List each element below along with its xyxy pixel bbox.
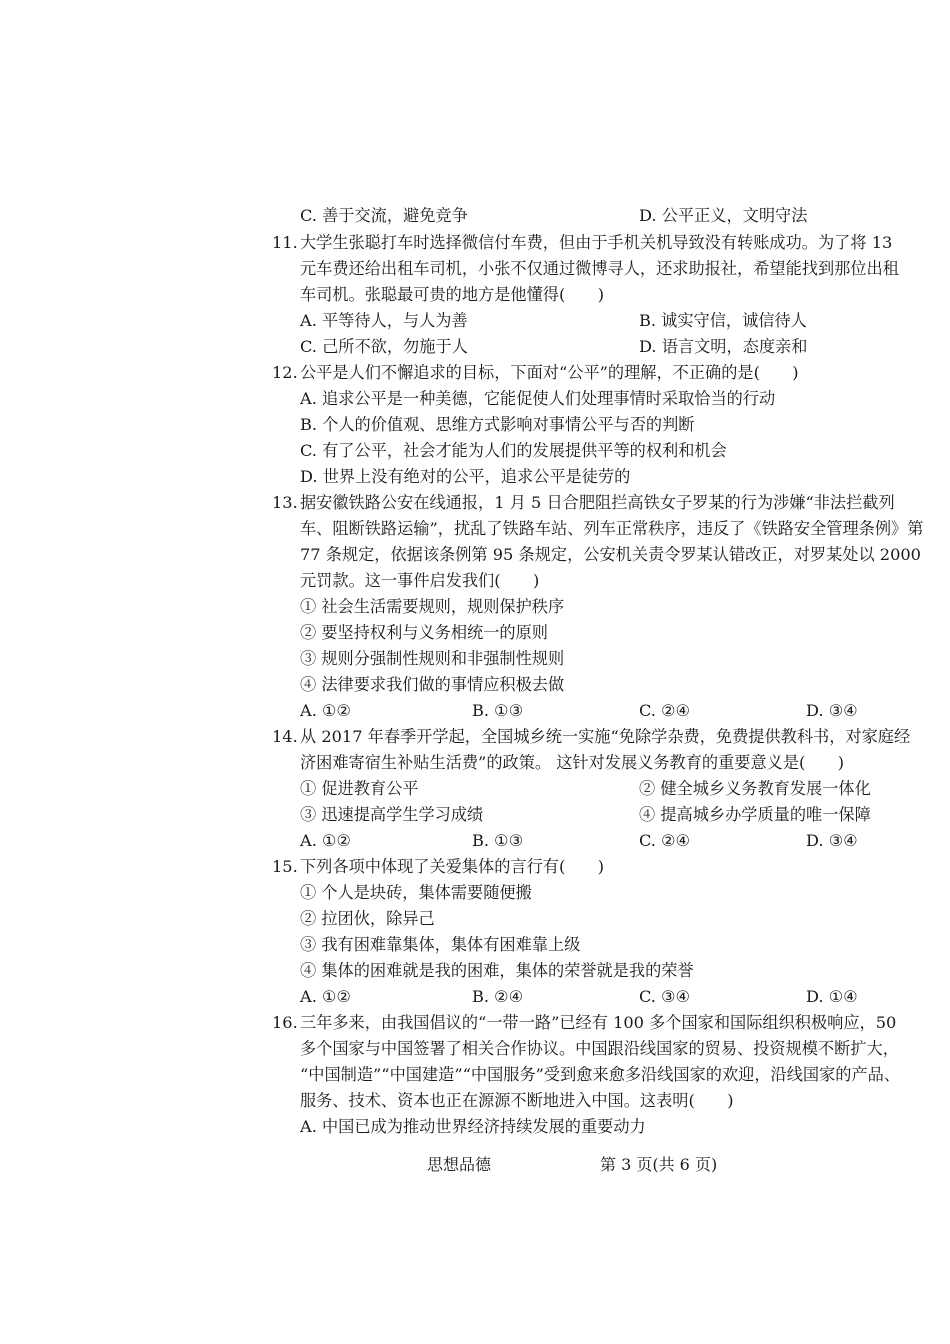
q16-stem-line-2: 多个国家与中国签署了相关合作协议。中国跟沿线国家的贸易、投资规模不断扩大，: [300, 1039, 899, 1058]
q13-item-1: ① 社会生活需要规则，规则保护秩序: [300, 597, 565, 616]
q13-item-2: ② 要坚持权利与义务相统一的原则: [300, 623, 548, 642]
q13-stem-line-4: 元罚款。这一事件启发我们( ): [300, 571, 540, 590]
q14-option-a: A. ①②: [300, 831, 352, 850]
q15-item-1: ① 个人是块砖，集体需要随便搬: [300, 883, 532, 902]
q11-stem-line-2: 元车费还给出租车司机，小张不仅通过微博寻人，还求助报社，希望能找到那位出租: [300, 259, 899, 278]
q13-option-a: A. ①②: [300, 701, 352, 720]
q14-item-1: ① 促进教育公平: [300, 779, 419, 798]
q15-item-4: ④ 集体的困难就是我的困难，集体的荣誉就是我的荣誉: [300, 961, 694, 980]
q10-option-d: D. 公平正义，文明守法: [639, 206, 808, 225]
q15-option-a: A. ①②: [300, 987, 352, 1006]
q16-stem-line-4: 服务、技术、资本也正在源源不断地进入中国。这表明( ): [300, 1091, 734, 1110]
q13-option-c: C. ②④: [639, 701, 691, 720]
q13-option-d: D. ③④: [806, 701, 858, 720]
q12-option-c: C. 有了公平，社会才能为人们的发展提供平等的权利和机会: [300, 441, 727, 460]
footer-subject: 思想品德: [427, 1155, 492, 1174]
q16-number: 16.: [272, 1013, 298, 1032]
q15-option-b: B. ②④: [472, 987, 524, 1006]
footer-page-number: 第 3 页(共 6 页): [600, 1155, 718, 1174]
q14-item-3: ③ 迅速提高学生学习成绩: [300, 805, 484, 824]
q14-item-4: ④ 提高城乡办学质量的唯一保障: [639, 805, 871, 824]
q12-number: 12.: [272, 363, 298, 382]
q13-number: 13.: [272, 493, 298, 512]
q11-option-b: B. 诚实守信，诚信待人: [639, 311, 807, 330]
q13-option-b: B. ①③: [472, 701, 524, 720]
q12-option-a: A. 追求公平是一种美德，它能促使人们处理事情时采取恰当的行动: [300, 389, 776, 408]
q15-item-2: ② 拉团伙，除异己: [300, 909, 435, 928]
q11-stem-line-3: 车司机。张聪最可贵的地方是他懂得( ): [300, 285, 605, 304]
q15-option-c: C. ③④: [639, 987, 691, 1006]
q12-option-d: D. 世界上没有绝对的公平，追求公平是徒劳的: [300, 467, 631, 486]
q14-stem-line-2: 济困难寄宿生补贴生活费”的政策。 这针对发展义务教育的重要意义是( ): [300, 753, 845, 772]
q14-stem-line-1: 从 2017 年春季开学起，全国城乡统一实施“免除学杂费，免费提供教科书，对家庭经: [300, 727, 911, 746]
q16-stem-line-1: 三年多来，由我国倡议的“一带一路”已经有 100 多个国家和国际组织积极响应，50: [300, 1013, 897, 1032]
q15-item-3: ③ 我有困难靠集体，集体有困难靠上级: [300, 935, 581, 954]
q16-option-a: A. 中国已成为推动世界经济持续发展的重要动力: [300, 1117, 646, 1136]
q12-option-b: B. 个人的价值观、思维方式影响对事情公平与否的判断: [300, 415, 695, 434]
q14-option-d: D. ③④: [806, 831, 858, 850]
q11-option-d: D. 语言文明，态度亲和: [639, 337, 808, 356]
q12-stem: 公平是人们不懈追求的目标，下面对“公平”的理解，不正确的是( ): [300, 363, 799, 382]
q11-number: 11.: [272, 233, 298, 252]
q14-item-2: ② 健全城乡义务教育发展一体化: [639, 779, 871, 798]
q13-item-4: ④ 法律要求我们做的事情应积极去做: [300, 675, 565, 694]
q11-stem-line-1: 大学生张聪打车时选择微信付车费，但由于手机关机导致没有转账成功。为了将 13: [300, 233, 893, 252]
q13-stem-line-3: 77 条规定，依据该条例第 95 条规定，公安机关责令罗某认错改正，对罗某处以 2000: [300, 545, 921, 564]
q13-stem-line-1: 据安徽铁路公安在线通报，1 月 5 日合肥阻拦高铁女子罗某的行为涉嫌“非法拦截列: [300, 493, 895, 512]
q15-number: 15.: [272, 857, 298, 876]
q14-option-c: C. ②④: [639, 831, 691, 850]
q15-option-d: D. ①④: [806, 987, 858, 1006]
q13-stem-line-2: 车、阻断铁路运输”，扰乱了铁路车站、列车正常秩序，违反了《铁路安全管理条例》第: [300, 519, 924, 538]
q14-option-b: B. ①③: [472, 831, 524, 850]
q11-option-c: C. 己所不欲，勿施于人: [300, 337, 468, 356]
q16-stem-line-3: “中国制造”“中国建造”“中国服务”受到愈来愈多沿线国家的欢迎，沿线国家的产品、: [300, 1065, 901, 1084]
q14-number: 14.: [272, 727, 298, 746]
q10-option-c: C. 善于交流，避免竞争: [300, 206, 468, 225]
q11-option-a: A. 平等待人，与人为善: [300, 311, 468, 330]
q15-stem: 下列各项中体现了关爱集体的言行有( ): [300, 857, 605, 876]
q13-item-3: ③ 规则分强制性规则和非强制性规则: [300, 649, 565, 668]
